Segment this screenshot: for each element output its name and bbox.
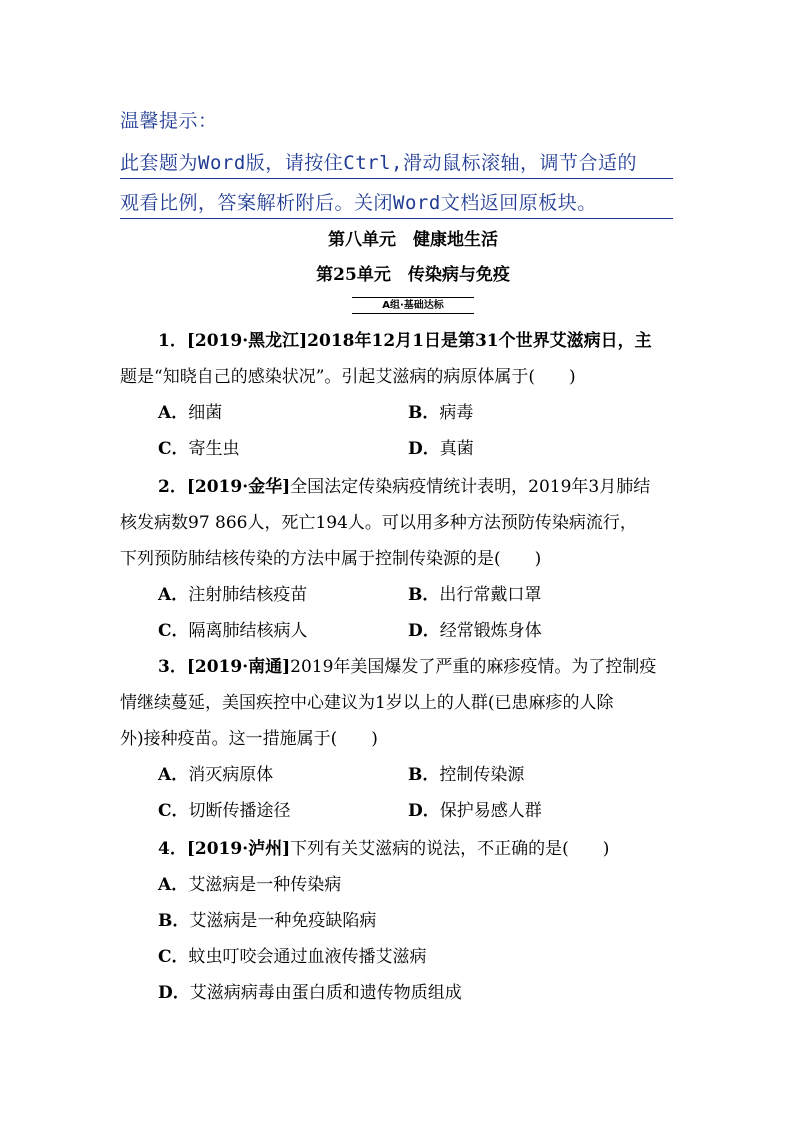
option-text: 经常锻炼身体 xyxy=(439,621,542,641)
question-text: 下列有关艾滋病的说法，不正确的是( ) xyxy=(290,839,610,859)
section-badge: A组·基础达标 xyxy=(352,297,474,314)
option-text: 隔离肺结核病人 xyxy=(188,621,308,641)
option-text: 艾滋病是一种免疫缺陷病 xyxy=(189,911,377,931)
option-b[interactable] xyxy=(408,764,524,786)
option-text: 寄生虫 xyxy=(188,439,240,459)
question-text: 外)接种疫苗。这一措施属于( ) xyxy=(120,729,378,749)
option-c[interactable] xyxy=(158,438,240,460)
option-text: 出行常戴口罩 xyxy=(439,585,542,605)
question-number: 3． xyxy=(158,657,187,677)
question-text: 下列预防肺结核传染的方法中属于控制传染源的是( ) xyxy=(120,549,542,569)
option-letter: A． xyxy=(158,585,189,605)
option-text: 真菌 xyxy=(439,439,474,459)
option-text: 艾滋病病毒由蛋白质和遗传物质组成 xyxy=(189,983,462,1003)
question-2-line-2 xyxy=(120,512,637,534)
option-c[interactable] xyxy=(158,620,308,642)
option-d[interactable] xyxy=(408,800,542,822)
question-1-line-2 xyxy=(120,366,576,388)
tip-line-1: 此套题为Word版，请按住Ctrl,滑动鼠标滚轴，调节合适的 xyxy=(120,148,673,179)
option-a[interactable] xyxy=(158,584,307,606)
option-text: 切断传播途径 xyxy=(188,801,291,821)
question-4-line-1 xyxy=(158,838,609,860)
option-a[interactable] xyxy=(158,874,341,896)
option-letter: B． xyxy=(408,403,440,423)
option-letter: D． xyxy=(408,439,440,459)
option-text: 蚊虫叮咬会通过血液传播艾滋病 xyxy=(188,947,427,967)
question-3-line-1 xyxy=(158,656,656,678)
question-source: [2019·泸州] xyxy=(186,839,291,859)
question-text: 核发病数97 866人，死亡194人。可以用多种方法预防传染病流行， xyxy=(120,513,637,533)
option-text: 细菌 xyxy=(188,403,223,423)
question-2-line-3 xyxy=(120,548,541,570)
question-source: [2019·黑龙江] xyxy=(186,331,308,351)
tip-title: 温馨提示： xyxy=(120,110,218,132)
option-b[interactable] xyxy=(408,402,473,424)
tip-line-2: 观看比例，答案解析附后。关闭Word文档返回原板块。 xyxy=(120,188,673,219)
question-text: 情继续蔓延，美国疾控中心建议为1岁以上的人群(已患麻疹的人除 xyxy=(120,693,614,713)
option-letter: B． xyxy=(158,911,190,931)
question-source: [2019·金华] xyxy=(186,477,291,497)
option-c[interactable] xyxy=(158,800,291,822)
option-a[interactable] xyxy=(158,402,222,424)
option-letter: A． xyxy=(158,875,189,895)
option-text: 保护易感人群 xyxy=(439,801,542,821)
question-number: 4． xyxy=(158,839,187,859)
option-c[interactable] xyxy=(158,946,427,968)
question-3-line-3 xyxy=(120,728,378,750)
option-letter: B． xyxy=(408,765,440,785)
option-letter: B． xyxy=(408,585,440,605)
option-text: 病毒 xyxy=(439,403,474,423)
option-letter: C． xyxy=(158,621,189,641)
option-d[interactable] xyxy=(158,982,462,1004)
option-letter: D． xyxy=(408,801,440,821)
option-b[interactable] xyxy=(158,910,376,932)
option-letter: C． xyxy=(158,947,189,967)
option-text: 注射肺结核疫苗 xyxy=(188,585,308,605)
question-number: 2． xyxy=(158,477,187,497)
option-text: 消灭病原体 xyxy=(188,765,274,785)
option-d[interactable] xyxy=(408,438,474,460)
option-a[interactable] xyxy=(158,764,273,786)
option-letter: A． xyxy=(158,403,189,423)
option-letter: D． xyxy=(408,621,440,641)
question-text: 全国法定传染病疫情统计表明，2019年3月肺结 xyxy=(290,477,651,497)
question-1-line-1 xyxy=(158,330,652,352)
question-source: [2019·南通] xyxy=(186,657,291,677)
option-d[interactable] xyxy=(408,620,542,642)
option-b[interactable] xyxy=(408,584,541,606)
option-letter: A． xyxy=(158,765,189,785)
question-text: 2019年美国爆发了严重的麻疹疫情。为了控制疫 xyxy=(290,657,657,677)
unit-title: 第八单元 健康地生活 xyxy=(328,230,498,250)
chapter-title: 第25单元 传染病与免疫 xyxy=(316,265,510,285)
option-text: 艾滋病是一种传染病 xyxy=(188,875,342,895)
question-text: 2018年12月1日是第31个世界艾滋病日，主 xyxy=(307,331,652,351)
option-letter: D． xyxy=(158,983,190,1003)
option-letter: C． xyxy=(158,439,189,459)
option-letter: C． xyxy=(158,801,189,821)
option-text: 控制传染源 xyxy=(439,765,525,785)
question-number: 1． xyxy=(158,331,187,351)
question-2-line-1 xyxy=(158,476,650,498)
question-3-line-2 xyxy=(120,692,613,714)
question-text: 题是“知晓自己的感染状况”。引起艾滋病的病原体属于( ) xyxy=(120,367,576,387)
